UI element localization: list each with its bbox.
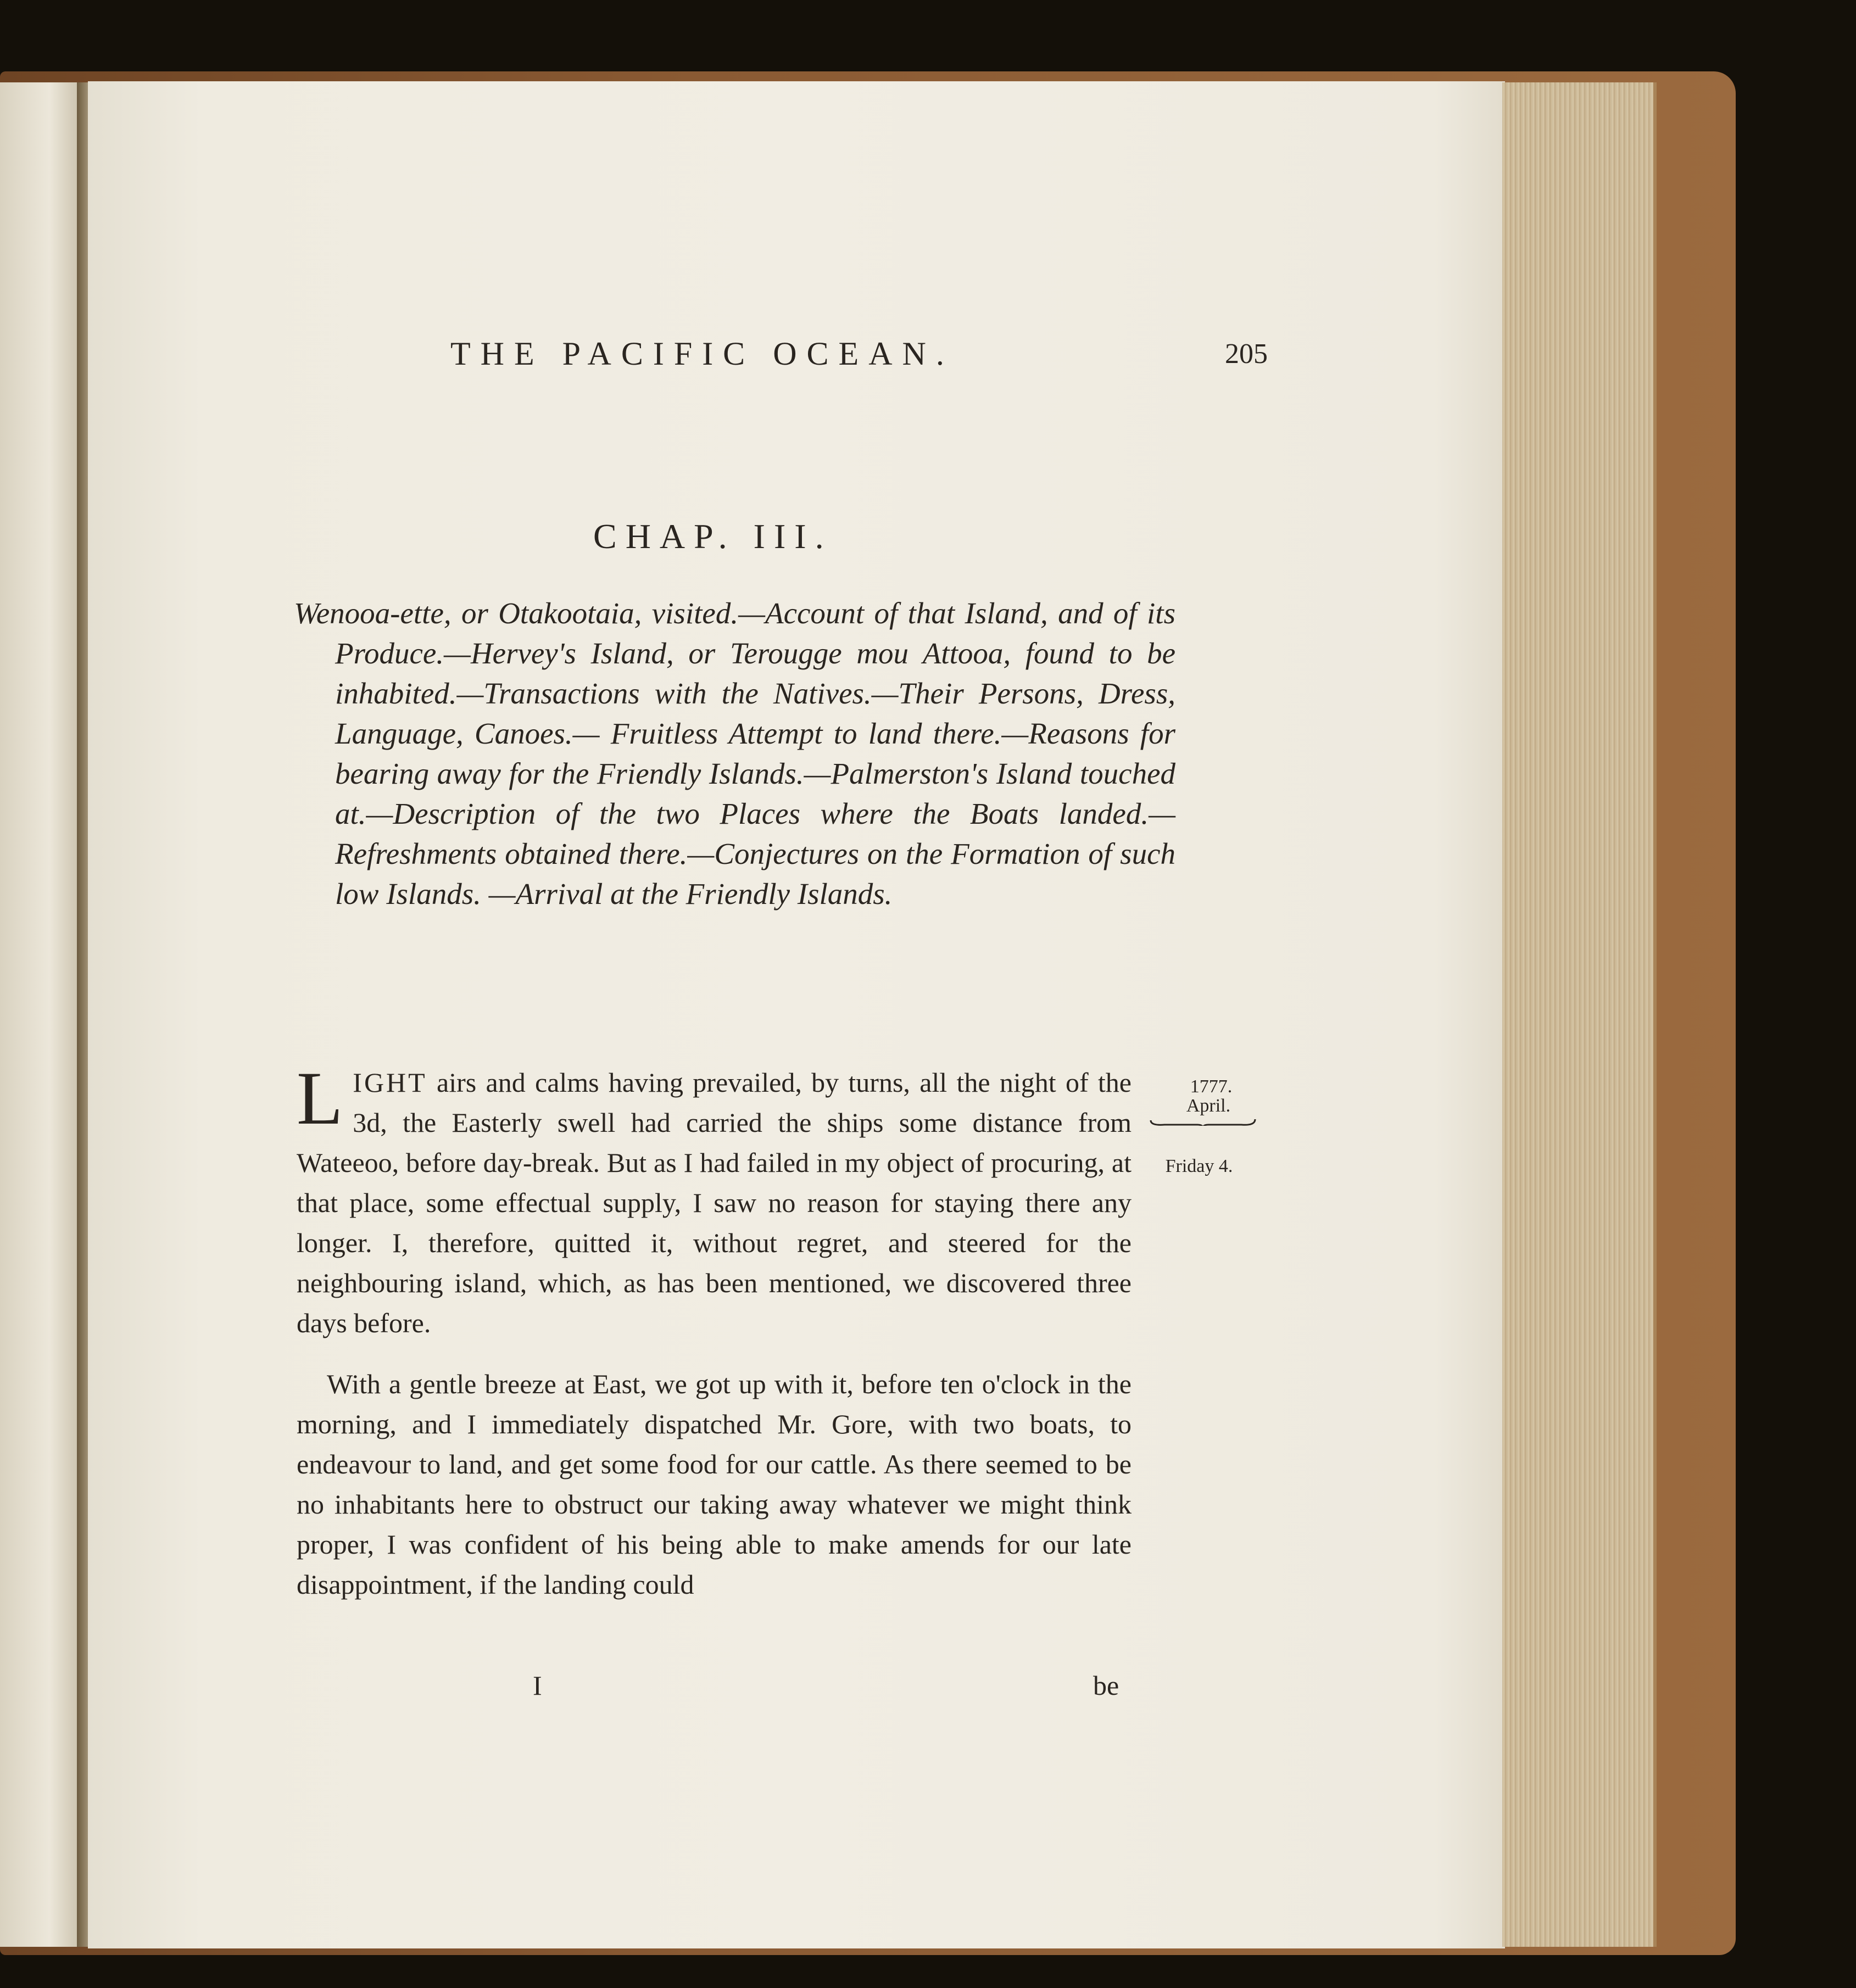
page-fore-edge (1502, 82, 1657, 1947)
chapter-summary: Wenooa-ette, or Otakootaia, visited.—Account of that Island, and of its Produce.—Hervey's Island, or Terougge mou Attooa, found to be inhabited.—Transactions with the Natives.—Their Persons, Dress, Language, Canoes.— Fruitless Attempt to land there.—Reasons for bearing away for the Friendly Islands.—Palmerston's Island touched at.—Description of the two Places where the Boats landed.—Refreshments obtained there.—Conjectures on the Formation of such low Islands. —Arrival at the Friendly Islands. (294, 596, 1175, 911)
margin-note-year: 1777. (1190, 1076, 1233, 1097)
signature-mark: I (533, 1670, 542, 1701)
left-page-edge (0, 82, 82, 1947)
drop-cap: L (297, 1056, 343, 1140)
margin-note-day: Friday 4. (1165, 1156, 1233, 1176)
margin-note-month: April. (1186, 1096, 1231, 1116)
catchword: be (1093, 1670, 1119, 1701)
running-head-title: THE PACIFIC OCEAN. (450, 336, 954, 372)
margin-brace (1148, 1104, 1258, 1126)
opening-small-caps: IGHT (353, 1067, 427, 1098)
body-text (297, 1056, 1132, 1605)
page-number: 205 (1225, 338, 1268, 370)
paragraph-1-text: airs and calms having prevailed, by turns, all the night of the 3d, the Easterly swell had carried the ships some distance from Wateeoo, before day-break. But as I had failed in my object of procuring, at that place, some effectual supply, I saw no reason for staying there any longer. I, therefore, quitted it, without regret, and steered for the neighbouring island, which, as has been mentioned, we discovered three days before. (297, 1067, 1132, 1338)
paragraph-1 (297, 1056, 1132, 1343)
chapter-heading: CHAP. III. (593, 517, 833, 556)
paragraph-2: With a gentle breeze at East, we got up with it, before ten o'clock in the morning, and I immediately dispatched Mr. Gore, with two boats, to endeavour to land, and get some food for our cattle. As there seemed to be no inhabitants here to obstruct our taking away whatever we might think proper, I was confident of his being able to make amends for our late disappointment, if the landing could (297, 1369, 1132, 1600)
